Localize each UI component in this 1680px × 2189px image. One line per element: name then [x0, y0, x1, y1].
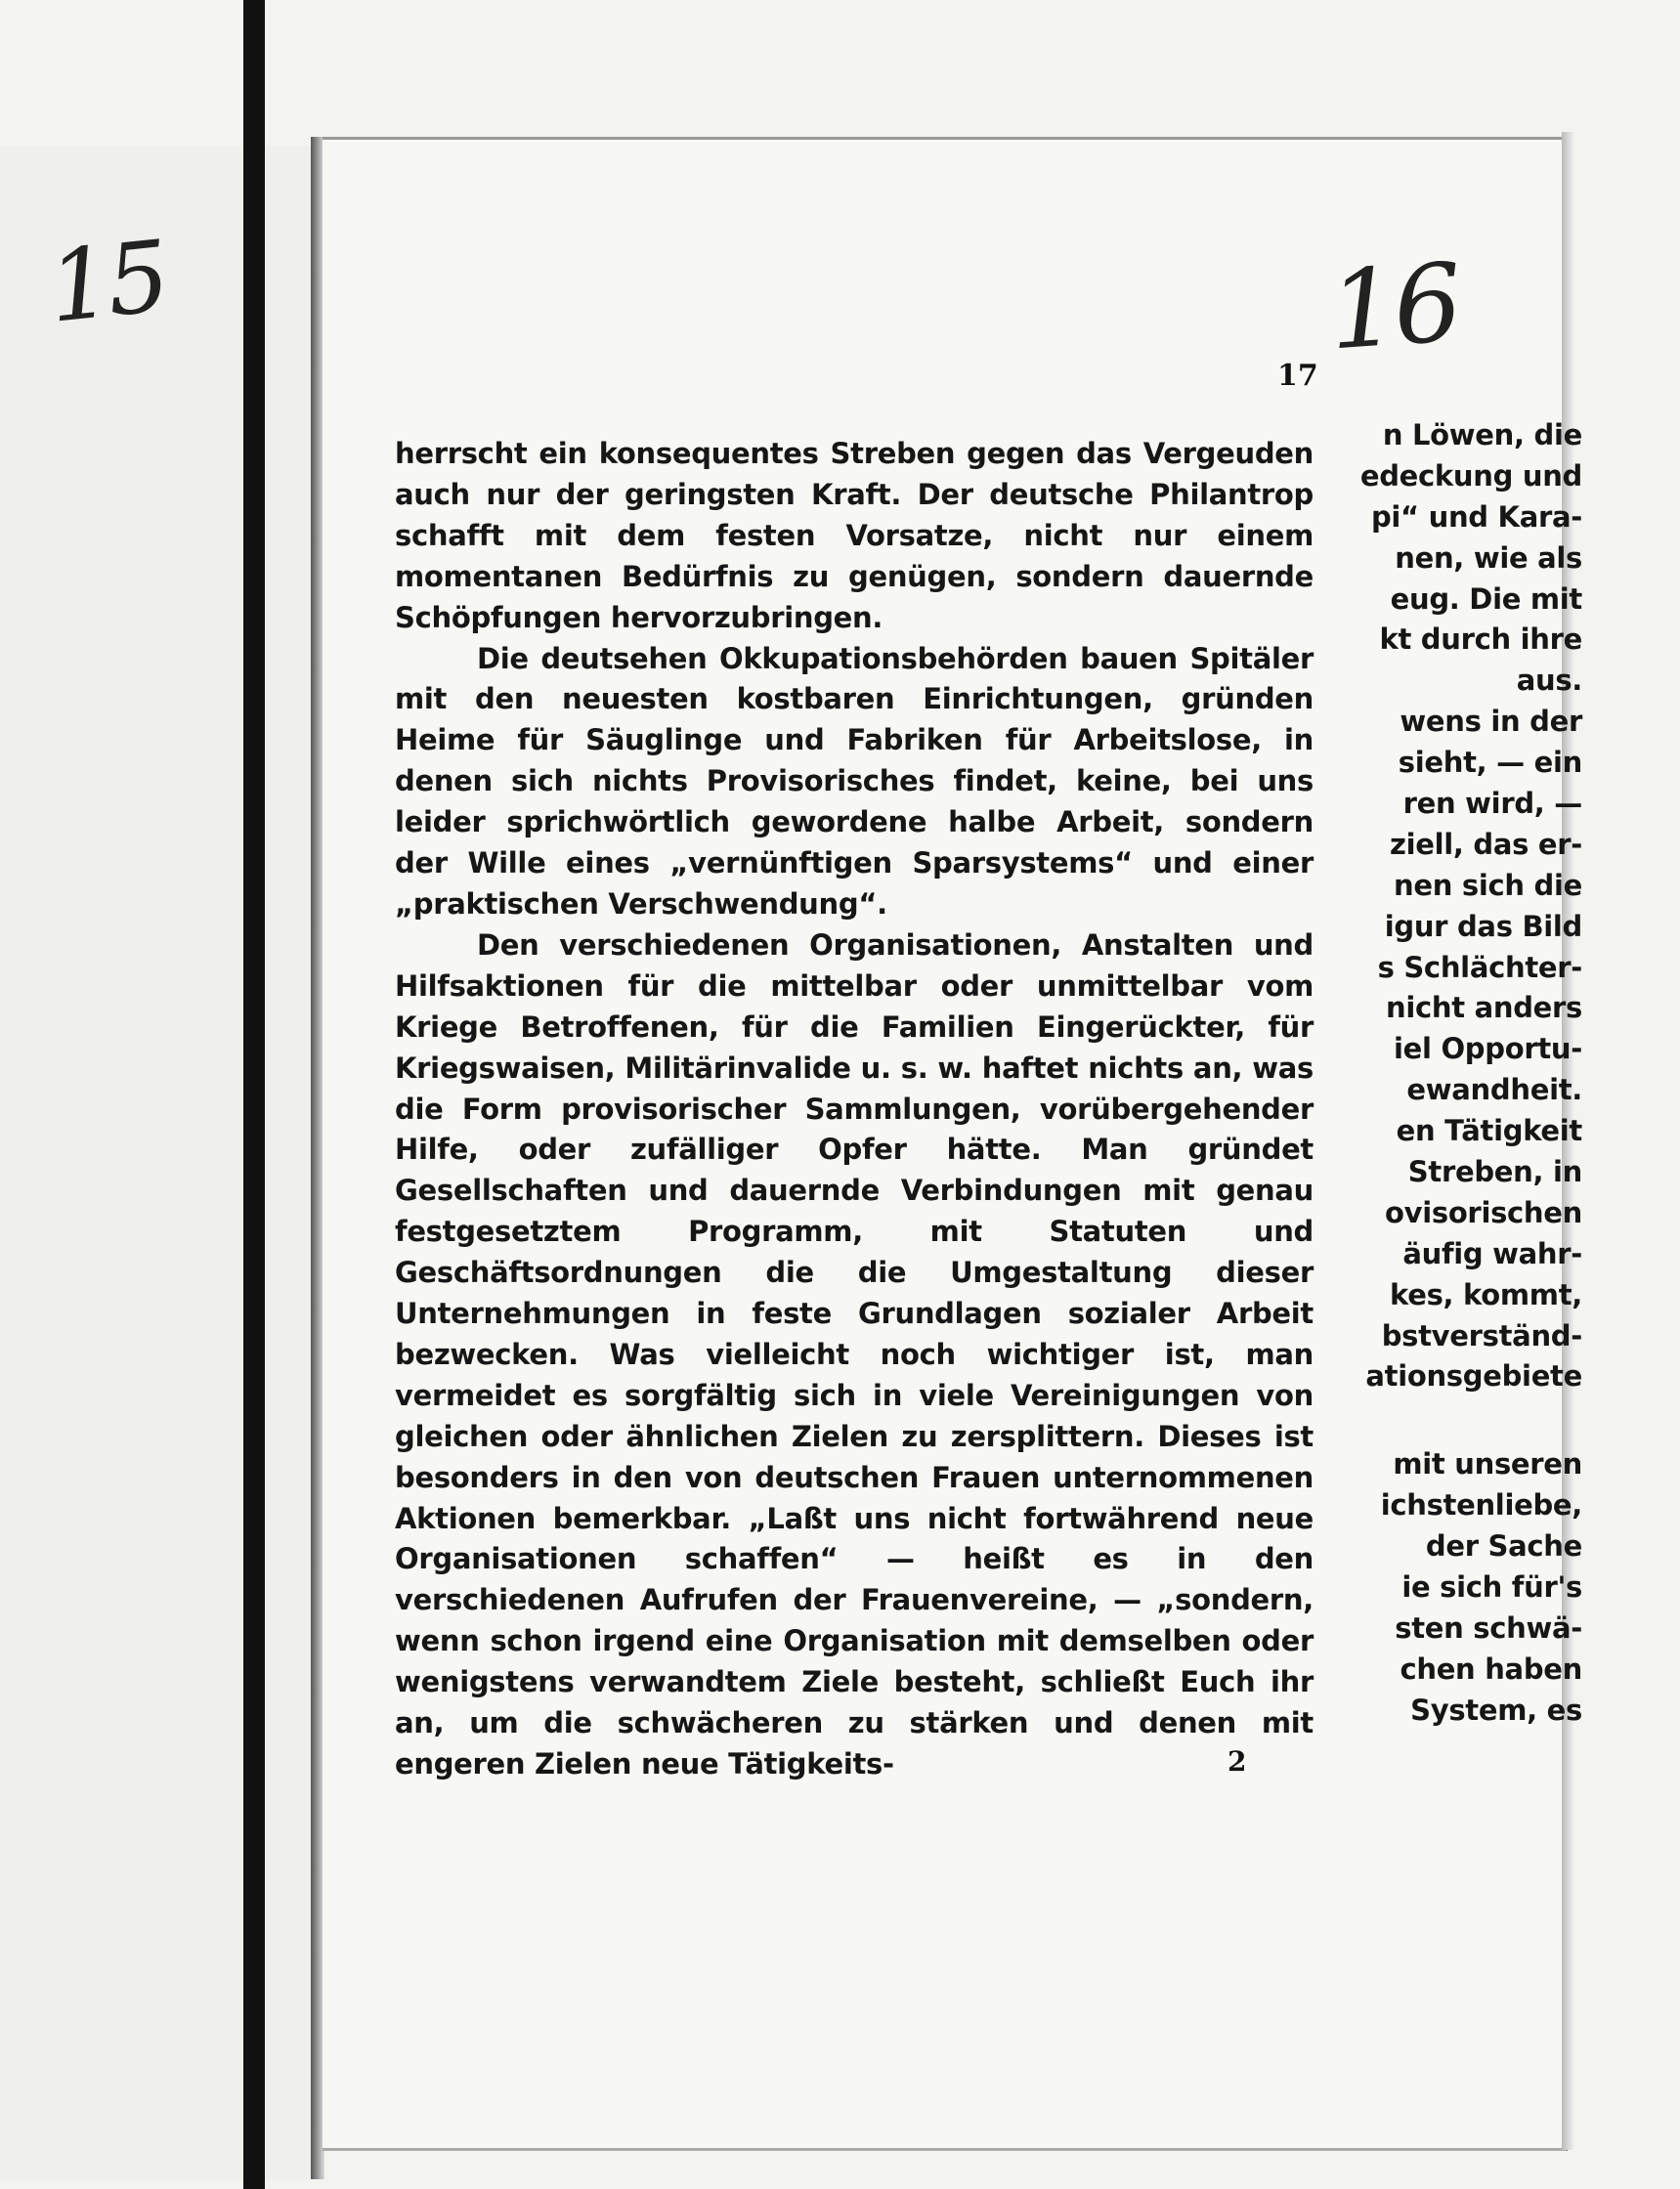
left-text-line: ovisorischen — [1384, 1195, 1582, 1229]
left-text-line: wens in der — [1400, 705, 1582, 739]
right-page-text — [395, 434, 1314, 1785]
left-text-line: s Schlächter- — [1377, 950, 1582, 984]
left-text-line: n Löwen, die — [1382, 418, 1582, 451]
left-text-line: edeckung und — [1359, 458, 1582, 493]
left-text-line: aus. — [1516, 664, 1582, 698]
left-text-line: chen haben — [1400, 1652, 1582, 1686]
left-text-line: sieht, — ein — [1398, 746, 1582, 780]
left-text-line: äufig wahr- — [1402, 1236, 1582, 1270]
left-text-line: der Sache — [1425, 1529, 1582, 1564]
left-text-line: nicht anders — [1386, 991, 1582, 1025]
paragraph-1: herrscht ein konsequentes Streben gegen das Vergeuden auch nur der geringsten Kraft. Der deutsche Philantrop schafft mit dem festen Vorsatze, nicht nur einem momentanen Bedürfnis zu genügen, sondern dauernde Schöpfungen hervorzubringen. — [395, 437, 1314, 634]
left-text-line: sten schwä- — [1395, 1610, 1582, 1645]
binding-edge — [243, 0, 265, 2189]
signature-mark: 2 — [1228, 1745, 1247, 1778]
left-text-line: ewandheit. — [1406, 1073, 1582, 1107]
left-text-line: iel Opportu- — [1394, 1032, 1582, 1066]
left-text-line: en Tätigkeit — [1396, 1114, 1582, 1148]
left-text-line: igur das Bild — [1384, 909, 1582, 943]
left-text-line: mit unseren — [1393, 1447, 1582, 1481]
left-text-line: nen, wie als — [1395, 540, 1582, 575]
left-text-line: ichstenliebe, — [1380, 1488, 1582, 1523]
left-text-line: eug. Die mit — [1390, 581, 1582, 616]
paragraph-3: Den verschiedenen Organisationen, Anstalten und Hilfsaktionen für die mittelbar oder unmittelbar vom Kriege Betroffenen, für die Familien Eingerückter, für Kriegswaisen, Militärinvalide u. s. w. haftet nichts an, was die Form provisorischer Sammlungen, vorübergehender Hilfe, oder zufälliger Opfer hätte. Man gründet Gesellschaften und dauernde Verbindungen mit genau festgesetztem Programm, mit Statuten und Geschäftsordnungen die die Umgestaltung dieser Unternehmungen in feste Grundlagen sozialer Arbeit bezwecken. Was vielleicht noch wichtiger ist, man vermeidet es sorgfältig sich in viele Vereinigungen von gleichen oder ähnlichen Zielen zu zersplittern. Dieses ist besonders in den von deutschen Frauen unternommenen Aktionen bemerkbar. „Laßt uns nicht fortwährend neue Organisationen schaffen“ — heißt es in den verschiedenen Aufrufen der Frauenvereine, — „sondern, wenn schon irgend eine Organisation mit demselben oder wenigstens verwandtem Ziele besteht, schließt Euch ihr an, um die schwächeren zu stärken und denen mit engeren Zielen neue Tätigkeits- — [395, 927, 1314, 1781]
left-text-line: bstverständ- — [1381, 1318, 1582, 1352]
left-page — [0, 147, 317, 2179]
left-text-line: ren wird, — — [1402, 787, 1582, 821]
left-text-line: System, es — [1410, 1693, 1582, 1727]
handwritten-folio-right: 16 — [1324, 239, 1463, 374]
left-text-line: kes, kommt, — [1390, 1277, 1582, 1311]
left-text-line: ziell, das er- — [1390, 827, 1582, 861]
left-page-text — [1360, 415, 1582, 1732]
left-text-line: nen sich die — [1394, 868, 1582, 902]
handwritten-folio-left: 15 — [43, 219, 172, 345]
left-text-line — [1360, 1397, 1582, 1444]
left-text-line: ie sich für's — [1401, 1570, 1582, 1605]
paragraph-2: Die deutsehen Okkupationsbehörden bauen Spitäler mit den neuesten kostbaren Einrichtungen, gründen Heime für Säuglinge und Fabriken für Arbeitslose, in denen sich nichts Provisorisches findet, keine, bei uns leider sprichwörtlich gewordene halbe Arbeit, sondern der Wille eines „vernünftigen Sparsystems“ und einer „praktischen Verschwendung“. — [395, 641, 1314, 921]
left-text-line: ationsgebiete — [1365, 1359, 1582, 1394]
left-text-line: Streben, in — [1407, 1155, 1582, 1189]
left-text-line: pi“ und Kara- — [1370, 499, 1582, 534]
page-number: 17 — [1277, 359, 1318, 393]
left-text-line: kt durch ihre — [1379, 622, 1582, 657]
